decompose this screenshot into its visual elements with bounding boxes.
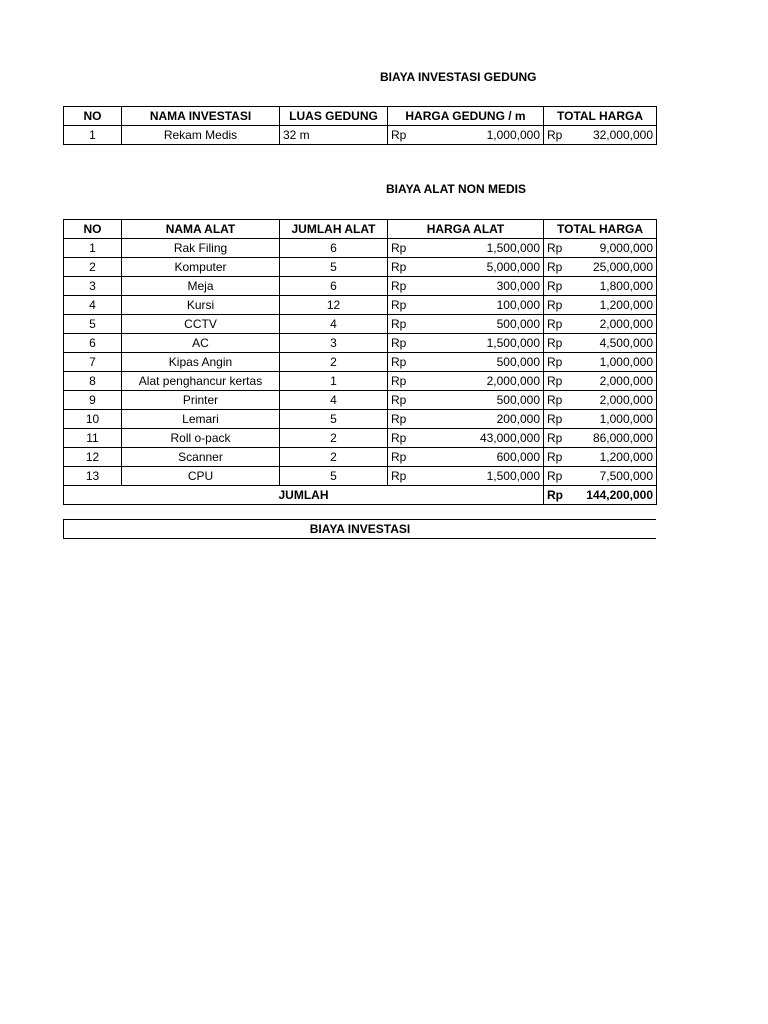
cell-nama: CPU <box>122 467 280 486</box>
cell-total <box>544 410 657 429</box>
cell-jumlah: 3 <box>280 334 388 353</box>
amount: 1,500,000 <box>486 468 540 483</box>
amount: 1,000,000 <box>486 127 540 142</box>
amount: 500,000 <box>496 392 540 407</box>
jumlah-amount: 144,200,000 <box>586 487 653 502</box>
table-row <box>64 372 657 391</box>
amount: 2,000,000 <box>599 392 653 407</box>
currency-label: Rp <box>391 240 407 255</box>
cell-harga <box>388 258 544 277</box>
currency-label: Rp <box>391 259 407 274</box>
amount: 25,000,000 <box>592 259 653 274</box>
alat-title: BIAYA ALAT NON MEDIS <box>386 182 527 196</box>
amount: 2,000,000 <box>599 316 653 331</box>
amount: 600,000 <box>496 449 540 464</box>
currency-label: Rp <box>391 316 407 331</box>
cell-no: 7 <box>64 353 122 372</box>
table-row <box>64 277 657 296</box>
cell-nama: CCTV <box>122 315 280 334</box>
currency-label: Rp <box>391 392 407 407</box>
cell-no: 11 <box>64 429 122 448</box>
header-nama-alat: NAMA ALAT <box>122 220 280 239</box>
currency-label: Rp <box>547 373 563 388</box>
currency-label: Rp <box>391 430 407 445</box>
cell-harga <box>388 315 544 334</box>
gedung-header-row <box>64 107 657 126</box>
cell-total <box>544 448 657 467</box>
amount: 300,000 <box>496 278 540 293</box>
cell-total <box>544 296 657 315</box>
currency-label: Rp <box>547 316 563 331</box>
cell-no: 5 <box>64 315 122 334</box>
cell-jumlah: 4 <box>280 315 388 334</box>
cell-nama: Roll o-pack <box>122 429 280 448</box>
cell-no: 8 <box>64 372 122 391</box>
table-row <box>64 391 657 410</box>
currency-label: Rp <box>547 468 563 483</box>
cell-harga <box>388 126 544 145</box>
cell-harga <box>388 429 544 448</box>
table-row <box>64 410 657 429</box>
cell-no: 9 <box>64 391 122 410</box>
header-no: NO <box>64 107 122 126</box>
amount: 9,000,000 <box>599 240 653 255</box>
alat-header-row <box>64 220 657 239</box>
cell-total <box>544 429 657 448</box>
currency-label: Rp <box>547 487 563 502</box>
cell-total <box>544 334 657 353</box>
investasi-table <box>63 519 656 539</box>
cell-jumlah: 5 <box>280 467 388 486</box>
currency-label: Rp <box>391 335 407 350</box>
cell-harga <box>388 448 544 467</box>
cell-jumlah: 2 <box>280 429 388 448</box>
header-harga-alat: HARGA ALAT <box>388 220 544 239</box>
cell-total <box>544 315 657 334</box>
amount: 2,000,000 <box>599 373 653 388</box>
amount: 7,500,000 <box>599 468 653 483</box>
amount: 200,000 <box>496 411 540 426</box>
table-row <box>64 429 657 448</box>
currency-label: Rp <box>547 278 563 293</box>
cell-jumlah: 1 <box>280 372 388 391</box>
cell-jumlah: 2 <box>280 448 388 467</box>
currency-label: Rp <box>547 430 563 445</box>
currency-label: Rp <box>547 240 563 255</box>
amount: 4,500,000 <box>599 335 653 350</box>
header-nama-investasi: NAMA INVESTASI <box>122 107 280 126</box>
cell-no: 1 <box>64 239 122 258</box>
currency-label: Rp <box>547 335 563 350</box>
table-row <box>64 296 657 315</box>
header-total-harga: TOTAL HARGA <box>544 220 657 239</box>
amount: 1,200,000 <box>599 297 653 312</box>
cell-no: 12 <box>64 448 122 467</box>
amount: 100,000 <box>496 297 540 312</box>
cell-harga <box>388 296 544 315</box>
cell-no: 6 <box>64 334 122 353</box>
cell-no: 1 <box>64 126 122 145</box>
cell-jumlah: 5 <box>280 258 388 277</box>
currency-label: Rp <box>547 127 563 142</box>
alat-table <box>63 219 657 505</box>
amount: 500,000 <box>496 354 540 369</box>
currency-label: Rp <box>547 297 563 312</box>
cell-harga <box>388 391 544 410</box>
cell-no: 13 <box>64 467 122 486</box>
currency-label: Rp <box>547 449 563 464</box>
currency-label: Rp <box>547 392 563 407</box>
cell-jumlah: 4 <box>280 391 388 410</box>
currency-label: Rp <box>391 373 407 388</box>
cell-luas: 32 m <box>280 126 388 145</box>
gedung-table <box>63 106 657 145</box>
cell-total <box>544 239 657 258</box>
table-row <box>64 126 657 145</box>
cell-nama: AC <box>122 334 280 353</box>
cell-harga <box>388 353 544 372</box>
amount: 32,000,000 <box>592 127 653 142</box>
header-jumlah-alat: JUMLAH ALAT <box>280 220 388 239</box>
currency-label: Rp <box>391 127 407 142</box>
cell-total <box>544 372 657 391</box>
cell-total <box>544 126 657 145</box>
table-row <box>64 467 657 486</box>
cell-total <box>544 277 657 296</box>
table-row <box>64 448 657 467</box>
cell-jumlah: 5 <box>280 410 388 429</box>
currency-label: Rp <box>547 259 563 274</box>
header-no: NO <box>64 220 122 239</box>
cell-jumlah: 2 <box>280 353 388 372</box>
cell-total <box>544 391 657 410</box>
cell-nama: Kipas Angin <box>122 353 280 372</box>
table-row <box>64 239 657 258</box>
cell-nama: Scanner <box>122 448 280 467</box>
gedung-title: BIAYA INVESTASI GEDUNG <box>380 70 537 84</box>
cell-harga <box>388 334 544 353</box>
cell-harga <box>388 277 544 296</box>
cell-no: 4 <box>64 296 122 315</box>
cell-harga <box>388 467 544 486</box>
amount: 1,800,000 <box>599 278 653 293</box>
currency-label: Rp <box>547 411 563 426</box>
cell-total <box>544 467 657 486</box>
cell-harga <box>388 372 544 391</box>
cell-no: 2 <box>64 258 122 277</box>
amount: 1,500,000 <box>486 335 540 350</box>
currency-label: Rp <box>391 297 407 312</box>
cell-harga <box>388 239 544 258</box>
table-row <box>64 353 657 372</box>
table-row <box>64 334 657 353</box>
amount: 1,000,000 <box>599 354 653 369</box>
table-row <box>64 258 657 277</box>
cell-jumlah: 6 <box>280 277 388 296</box>
cell-total <box>544 258 657 277</box>
header-total-harga: TOTAL HARGA <box>544 107 657 126</box>
cell-jumlah: 12 <box>280 296 388 315</box>
cell-nama: Meja <box>122 277 280 296</box>
amount: 1,000,000 <box>599 411 653 426</box>
investasi-header-row <box>64 520 657 539</box>
amount: 86,000,000 <box>592 430 653 445</box>
currency-label: Rp <box>391 354 407 369</box>
amount: 43,000,000 <box>479 430 540 445</box>
currency-label: Rp <box>547 354 563 369</box>
amount: 2,000,000 <box>486 373 540 388</box>
cell-nama: Kursi <box>122 296 280 315</box>
header-luas-gedung: LUAS GEDUNG <box>280 107 388 126</box>
cell-no: 10 <box>64 410 122 429</box>
currency-label: Rp <box>391 411 407 426</box>
cell-nama: Rak Filing <box>122 239 280 258</box>
table-row <box>64 315 657 334</box>
cell-harga <box>388 410 544 429</box>
header-harga-gedung: HARGA GEDUNG / m <box>388 107 544 126</box>
currency-label: Rp <box>391 278 407 293</box>
jumlah-total-cell <box>544 486 657 505</box>
cell-jumlah: 6 <box>280 239 388 258</box>
currency-label: Rp <box>391 449 407 464</box>
amount: 1,500,000 <box>486 240 540 255</box>
cell-nama: Rekam Medis <box>122 126 280 145</box>
amount: 500,000 <box>496 316 540 331</box>
cell-nama: Komputer <box>122 258 280 277</box>
cell-nama: Printer <box>122 391 280 410</box>
investasi-title: BIAYA INVESTASI <box>64 520 657 539</box>
cell-total <box>544 353 657 372</box>
cell-nama: Alat penghancur kertas <box>122 372 280 391</box>
cell-nama: Lemari <box>122 410 280 429</box>
currency-label: Rp <box>391 468 407 483</box>
amount: 1,200,000 <box>599 449 653 464</box>
jumlah-row <box>64 486 657 505</box>
amount: 5,000,000 <box>486 259 540 274</box>
jumlah-label: JUMLAH <box>64 486 544 505</box>
cell-no: 3 <box>64 277 122 296</box>
